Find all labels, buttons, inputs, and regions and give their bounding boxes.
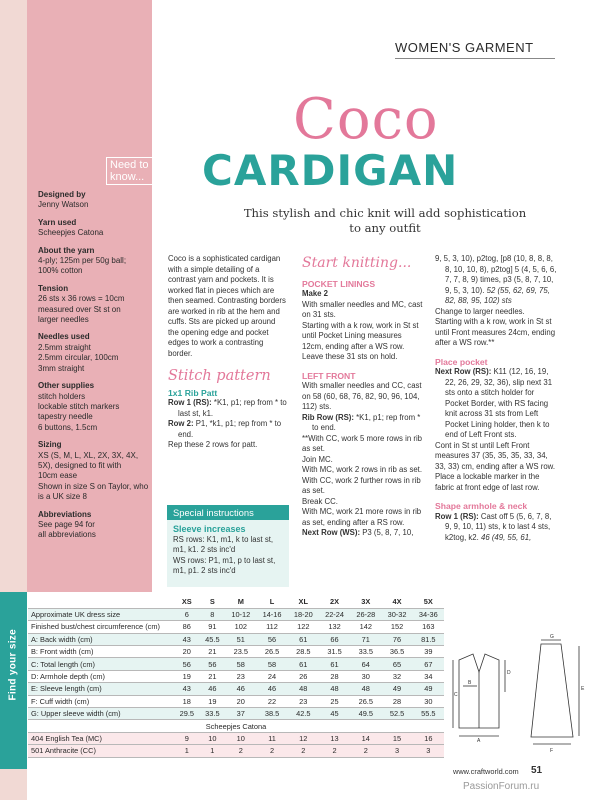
label-f: F bbox=[550, 748, 554, 754]
table-cell: 23 bbox=[288, 695, 319, 707]
table-cell: 26 bbox=[288, 670, 319, 682]
shape-armhole-heading: Shape armhole & neck bbox=[435, 501, 528, 511]
table-cell: 33.5 bbox=[350, 646, 381, 658]
sleeve-increases-heading: Sleeve increases bbox=[173, 524, 246, 534]
need-to-know-list bbox=[38, 190, 152, 541]
table-cell: 30 bbox=[413, 695, 444, 707]
info-value: stitch holders lockable stitch markers tapestry needle 6 buttons, 1.5cm bbox=[38, 391, 120, 432]
table-cell: 21 bbox=[200, 670, 226, 682]
table-cell: 13 bbox=[319, 732, 350, 744]
table-cell: 20 bbox=[174, 646, 200, 658]
garment-schematic bbox=[451, 632, 586, 757]
table-cell: 43 bbox=[174, 683, 200, 695]
size-table bbox=[28, 596, 444, 758]
yarn-header: Scheepjes Catona bbox=[28, 720, 444, 732]
info-label: Abbreviations bbox=[38, 509, 92, 519]
table-cell: 20 bbox=[225, 695, 256, 707]
table-row bbox=[28, 633, 444, 645]
row-label: B: Front width (cm) bbox=[28, 646, 174, 658]
table-cell: 49.5 bbox=[350, 708, 381, 720]
table-cell: 23.5 bbox=[225, 646, 256, 658]
row-label: 404 English Tea (MC) bbox=[28, 732, 174, 744]
table-cell: 39 bbox=[413, 646, 444, 658]
table-cell: 163 bbox=[413, 621, 444, 633]
left-l8: With MC, work 21 more rows in rib as set, ending after a RS row. bbox=[302, 507, 422, 527]
table-cell: 16 bbox=[413, 732, 444, 744]
shape-row-1: Row 1 (RS): Cast off 5 (5, 6, 7, 8, 9, 9, 10, 11) sts, k to last 4 sts, k2tog, k2. 46 (49, 55, 61, bbox=[435, 511, 552, 542]
column-3 bbox=[435, 254, 560, 543]
row-label: 501 Anthracite (CC) bbox=[28, 745, 174, 757]
ws-rows: WS rows: P1, m1, p to last st, m1, p1. 2 sts inc'd bbox=[173, 555, 276, 575]
table-cell: 51 bbox=[225, 633, 256, 645]
info-label: Tension bbox=[38, 283, 69, 293]
label-b: B bbox=[468, 680, 472, 686]
label-c: C bbox=[454, 692, 458, 698]
table-cell: 33.5 bbox=[200, 708, 226, 720]
table-cell: 46 bbox=[200, 683, 226, 695]
col3-c1: 9, 5, 3, 10), p2tog, [p8 (10, 8, 8, 8, 8, 10, 10, 8), p2tog] 5 (4, 5, 6, 6, 7, 7, 8, 9) times, p3 (5, 8, 7, 10, 9, 5, 3, 10). 52 (55, 62, 69, 75, 82, 88, 95, 102) sts bbox=[435, 254, 557, 305]
size-header-cell: XS bbox=[174, 596, 200, 608]
label-a: A bbox=[477, 738, 481, 744]
pocket-linings-heading: POCKET LININGS bbox=[302, 278, 376, 289]
intro-paragraph: Coco is a sophisticated cardigan with a simple detailing of a contrast yarn and pockets. It is worked flat in pieces which are then seamed. Contrasting borders are worked in rib at the hem and cuffs. Sts are picked up around the opening edge and pocket edges to work a contrasting border. bbox=[168, 254, 286, 358]
table-cell: 56 bbox=[200, 658, 226, 670]
table-cell: 3 bbox=[381, 745, 412, 757]
size-header-cell: 3X bbox=[350, 596, 381, 608]
table-cell: 64 bbox=[350, 658, 381, 670]
header-divider bbox=[395, 58, 555, 59]
left-l9: Next Row (WS): P3 (5, 8, 7, 10, bbox=[302, 528, 414, 537]
table-cell: 56 bbox=[174, 658, 200, 670]
table-cell: 34 bbox=[413, 670, 444, 682]
pocket-p1: With smaller needles and MC, cast on 31 sts. bbox=[302, 299, 423, 319]
table-cell: 1 bbox=[174, 745, 200, 757]
label-d: D bbox=[507, 670, 511, 676]
table-cell: 6 bbox=[174, 608, 200, 620]
col3-c3: Starting with a k row, work in St st until Front measures 24cm, ending after a WS row.** bbox=[435, 317, 556, 347]
table-row bbox=[28, 608, 444, 620]
table-cell: 11 bbox=[256, 732, 287, 744]
col3-c4: Cont in St st until Left Front measures 37 (35, 35, 35, 33, 34, 33, 33) cm, ending after a WS row. bbox=[435, 440, 556, 471]
size-header-cell: 4X bbox=[381, 596, 412, 608]
table-cell: 142 bbox=[350, 621, 381, 633]
sleeve-outline bbox=[531, 644, 573, 737]
size-header-cell: XL bbox=[288, 596, 319, 608]
size-header-cell: L bbox=[256, 596, 287, 608]
info-value: Scheepjes Catona bbox=[38, 228, 104, 238]
info-value: 2.5mm straight 2.5mm circular, 100cm 3mm straight bbox=[38, 342, 119, 373]
table-cell: 24 bbox=[256, 670, 287, 682]
table-cell: 10 bbox=[200, 732, 226, 744]
table-cell: 49 bbox=[413, 683, 444, 695]
table-cell: 34-36 bbox=[413, 608, 444, 620]
info-label: Sizing bbox=[38, 440, 62, 450]
table-cell: 19 bbox=[200, 695, 226, 707]
row-label: C: Total length (cm) bbox=[28, 658, 174, 670]
table-row bbox=[28, 732, 444, 744]
table-cell: 46 bbox=[225, 683, 256, 695]
info-value: XS (S, M, L, XL, 2X, 3X, 4X, 5X), designed to fit with 10cm ease Shown in size S on Taylor, who is a UK size 8 bbox=[38, 450, 149, 502]
table-cell: 61 bbox=[319, 658, 350, 670]
row-label: Approximate UK dress size bbox=[28, 608, 174, 620]
size-header-blank bbox=[28, 596, 174, 608]
special-instructions-box bbox=[167, 505, 289, 587]
left-l4: Join MC. bbox=[302, 454, 333, 464]
left-front-heading: LEFT FRONT bbox=[302, 370, 356, 381]
info-value: Jenny Watson bbox=[38, 200, 89, 210]
pocket-p3: Leave these 31 sts on hold. bbox=[302, 352, 398, 361]
table-row bbox=[28, 708, 444, 720]
label-e: E bbox=[581, 686, 585, 692]
table-cell: 2 bbox=[256, 745, 287, 757]
table-cell: 12 bbox=[288, 732, 319, 744]
table-cell: 48 bbox=[288, 683, 319, 695]
col3-c5: Place a lockable marker in the fabric at front edge of last row. bbox=[435, 472, 540, 492]
table-cell: 61 bbox=[288, 633, 319, 645]
table-cell: 36.5 bbox=[381, 646, 412, 658]
title-cardigan: CARDIGAN bbox=[202, 146, 459, 195]
table-row bbox=[28, 745, 444, 757]
table-cell: 56 bbox=[256, 633, 287, 645]
table-cell: 71 bbox=[350, 633, 381, 645]
size-header-cell: 2X bbox=[319, 596, 350, 608]
label-g: G bbox=[550, 634, 554, 640]
pocket-p2: Starting with a k row, work in St st until Pocket Lining measures 12cm, ending after a WS row. bbox=[302, 320, 419, 351]
table-cell: 2 bbox=[288, 745, 319, 757]
table-cell: 66 bbox=[319, 633, 350, 645]
table-cell: 42.5 bbox=[288, 708, 319, 720]
table-cell: 65 bbox=[381, 658, 412, 670]
table-cell: 2 bbox=[319, 745, 350, 757]
table-cell: 55.5 bbox=[413, 708, 444, 720]
table-cell: 86 bbox=[174, 621, 200, 633]
table-cell: 31.5 bbox=[319, 646, 350, 658]
table-cell: 48 bbox=[319, 683, 350, 695]
left-l6: With CC, work 2 further rows in rib as set. bbox=[302, 475, 421, 495]
table-cell: 26.5 bbox=[350, 695, 381, 707]
table-row bbox=[28, 646, 444, 658]
table-cell: 32 bbox=[381, 670, 412, 682]
table-cell: 3 bbox=[413, 745, 444, 757]
row-label: F: Cuff width (cm) bbox=[28, 695, 174, 707]
size-header-row bbox=[28, 596, 444, 608]
table-cell: 26-28 bbox=[350, 608, 381, 620]
info-label: Yarn used bbox=[38, 217, 77, 227]
table-cell: 102 bbox=[225, 621, 256, 633]
table-cell: 18-20 bbox=[288, 608, 319, 620]
table-cell: 58 bbox=[225, 658, 256, 670]
table-cell: 10 bbox=[225, 732, 256, 744]
table-row bbox=[28, 695, 444, 707]
table-cell: 37 bbox=[225, 708, 256, 720]
table-cell: 29.5 bbox=[174, 708, 200, 720]
info-label: Other supplies bbox=[38, 381, 95, 391]
left-l1: With smaller needles and CC, cast on 58 (60, 68, 76, 82, 90, 96, 104, 112) sts. bbox=[302, 381, 422, 411]
table-cell: 30-32 bbox=[381, 608, 412, 620]
table-cell: 10-12 bbox=[225, 608, 256, 620]
table-cell: 132 bbox=[319, 621, 350, 633]
table-cell: 46 bbox=[256, 683, 287, 695]
info-value: See page 94 for all abbreviations bbox=[38, 519, 96, 540]
left-l7: Break CC. bbox=[302, 496, 338, 506]
table-cell: 22 bbox=[256, 695, 287, 707]
table-cell: 67 bbox=[413, 658, 444, 670]
table-cell: 28 bbox=[319, 670, 350, 682]
left-l3: **With CC, work 5 more rows in rib as set. bbox=[302, 433, 423, 453]
need-to-know-badge: Need to know... bbox=[106, 157, 158, 185]
table-cell: 18 bbox=[174, 695, 200, 707]
table-cell: 81.5 bbox=[413, 633, 444, 645]
yarn-header-row bbox=[28, 720, 444, 732]
stitch-pattern-heading: Stitch pattern bbox=[168, 368, 271, 384]
table-cell: 52.5 bbox=[381, 708, 412, 720]
left-rib-row: Rib Row (RS): *K1, p1; rep from * to end. bbox=[302, 412, 421, 432]
table-cell: 28 bbox=[381, 695, 412, 707]
place-pocket-heading: Place pocket bbox=[435, 356, 488, 367]
table-cell: 45 bbox=[319, 708, 350, 720]
start-knitting-heading: Start knitting... bbox=[302, 255, 412, 271]
table-cell: 152 bbox=[381, 621, 412, 633]
table-cell: 91 bbox=[200, 621, 226, 633]
table-cell: 19 bbox=[174, 670, 200, 682]
table-cell: 9 bbox=[174, 732, 200, 744]
info-value: 26 sts x 36 rows = 10cm measured over St st on larger needles bbox=[38, 294, 125, 325]
make-2: Make 2 bbox=[302, 289, 329, 298]
table-cell: 1 bbox=[200, 745, 226, 757]
info-label: About the yarn bbox=[38, 245, 95, 255]
row-label: D: Armhole depth (cm) bbox=[28, 670, 174, 682]
rib-row-1: Row 1 (RS): *K1, p1; rep from * to last st, k1. bbox=[168, 398, 287, 418]
subtitle: This stylish and chic knit will add sophistication to any outfit bbox=[243, 206, 527, 235]
table-cell: 43 bbox=[174, 633, 200, 645]
table-cell: 2 bbox=[225, 745, 256, 757]
special-instructions-heading: Special instructions bbox=[167, 505, 289, 520]
table-row bbox=[28, 658, 444, 670]
find-your-size-label bbox=[8, 681, 19, 701]
rib-patt-heading: 1x1 Rib Patt bbox=[168, 387, 218, 398]
table-cell: 23 bbox=[225, 670, 256, 682]
table-row bbox=[28, 670, 444, 682]
table-cell: 2 bbox=[350, 745, 381, 757]
section-header: WOMEN'S GARMENT bbox=[395, 40, 534, 55]
table-cell: 58 bbox=[256, 658, 287, 670]
footer-url[interactable]: www.craftworld.com bbox=[453, 767, 519, 776]
rib-row-2: Row 2: P1, *k1, p1; rep from * to end. bbox=[168, 419, 282, 439]
table-cell: 45.5 bbox=[200, 633, 226, 645]
row-label: G: Upper sleeve width (cm) bbox=[28, 708, 174, 720]
table-cell: 112 bbox=[256, 621, 287, 633]
table-cell: 26.5 bbox=[256, 646, 287, 658]
rib-repeat: Rep these 2 rows for patt. bbox=[168, 440, 258, 449]
size-header-cell: S bbox=[200, 596, 226, 608]
table-cell: 48 bbox=[350, 683, 381, 695]
table-cell: 38.5 bbox=[256, 708, 287, 720]
info-label: Needles used bbox=[38, 332, 90, 342]
table-cell: 49 bbox=[381, 683, 412, 695]
place-pocket-row: Next Row (RS): K11 (12, 16, 19, 22, 26, 29, 32, 36), slip next 31 sts onto a stitch holder for Pocket Border, with RS facing knit across 31 sts from Left Pocket Lining holder, then k to end of Left Front sts. bbox=[435, 367, 553, 439]
col3-c2: Change to larger needles. bbox=[435, 306, 525, 316]
table-cell: 122 bbox=[288, 621, 319, 633]
info-label: Designed by bbox=[38, 190, 86, 199]
row-label: A: Back width (cm) bbox=[28, 633, 174, 645]
rs-rows: RS rows: K1, m1, k to last st, m1, k1. 2 sts inc'd bbox=[173, 534, 274, 554]
title-coco: Coco bbox=[293, 87, 439, 152]
table-row bbox=[28, 621, 444, 633]
row-label: Finished bust/chest circumference (cm) bbox=[28, 621, 174, 633]
table-cell: 22-24 bbox=[319, 608, 350, 620]
table-cell: 14 bbox=[350, 732, 381, 744]
column-1 bbox=[168, 254, 288, 451]
table-cell: 28.5 bbox=[288, 646, 319, 658]
table-cell: 15 bbox=[381, 732, 412, 744]
left-l5: With MC, work 2 rows in rib as set. bbox=[302, 465, 423, 474]
table-cell: 8 bbox=[200, 608, 226, 620]
column-2 bbox=[302, 254, 424, 539]
table-cell: 21 bbox=[200, 646, 226, 658]
table-cell: 76 bbox=[381, 633, 412, 645]
table-cell: 30 bbox=[350, 670, 381, 682]
table-cell: 14-16 bbox=[256, 608, 287, 620]
table-row bbox=[28, 683, 444, 695]
info-value: 4-ply; 125m per 50g ball; 100% cotton bbox=[38, 256, 127, 276]
table-cell: 61 bbox=[288, 658, 319, 670]
size-header-cell: 5X bbox=[413, 596, 444, 608]
watermark: PassionForum.ru bbox=[463, 781, 540, 792]
page-number: 51 bbox=[531, 765, 543, 776]
table-cell: 25 bbox=[319, 695, 350, 707]
size-header-cell: M bbox=[225, 596, 256, 608]
row-label: E: Sleeve length (cm) bbox=[28, 683, 174, 695]
